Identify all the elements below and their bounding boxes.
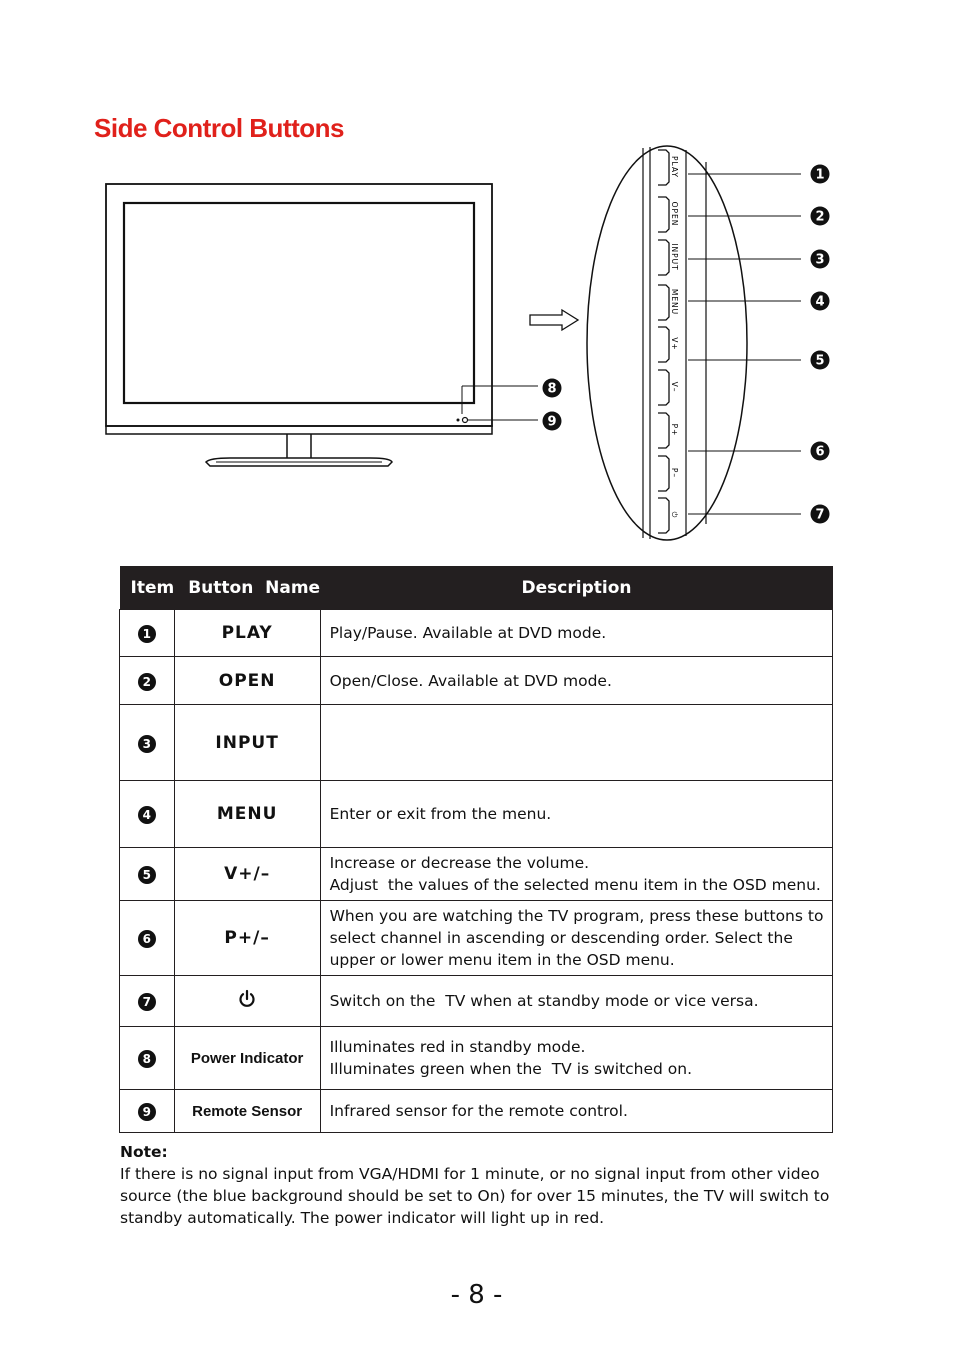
side-button-1 bbox=[658, 150, 679, 185]
svg-text:6: 6 bbox=[815, 444, 825, 460]
callout-2 bbox=[811, 207, 830, 226]
side-button-label: INPUT bbox=[670, 243, 679, 271]
callout-9 bbox=[543, 412, 562, 431]
header-item: Item bbox=[120, 566, 175, 610]
table-row bbox=[120, 1090, 833, 1133]
button-description bbox=[320, 976, 833, 1027]
button-name: PLAY bbox=[174, 610, 320, 657]
button-description bbox=[320, 848, 833, 901]
button-description bbox=[320, 901, 833, 976]
button-name: OPEN bbox=[174, 657, 320, 705]
item-number bbox=[120, 848, 175, 901]
table-row bbox=[120, 705, 833, 781]
button-name: Remote Sensor bbox=[174, 1090, 320, 1133]
table-header-row bbox=[120, 566, 833, 610]
item-number-badge: 4 bbox=[138, 806, 156, 824]
button-description bbox=[320, 657, 833, 705]
side-button-9 bbox=[658, 498, 679, 533]
description-line: upper or lower menu item in the OSD menu. bbox=[329, 951, 675, 969]
callout-1 bbox=[811, 165, 830, 184]
side-button-label: P– bbox=[670, 467, 679, 479]
table-row bbox=[120, 976, 833, 1027]
side-button-label: MENU bbox=[670, 288, 679, 316]
side-control-diagram bbox=[0, 0, 953, 560]
header-button-name: Button Name bbox=[174, 566, 320, 610]
note-title: Note: bbox=[120, 1143, 168, 1161]
item-number bbox=[120, 610, 175, 657]
item-number bbox=[120, 901, 175, 976]
side-button-2 bbox=[658, 197, 679, 232]
item-number-badge: 2 bbox=[138, 673, 156, 691]
button-description bbox=[320, 1027, 833, 1090]
description-line: Enter or exit from the menu. bbox=[329, 805, 552, 823]
svg-text:2: 2 bbox=[815, 209, 825, 225]
side-button-label: ⏻ bbox=[670, 511, 679, 519]
note bbox=[120, 1141, 850, 1229]
svg-text:3: 3 bbox=[815, 252, 825, 268]
button-name: Power Indicator bbox=[174, 1027, 320, 1090]
item-number bbox=[120, 781, 175, 848]
description-line: Play/Pause. Available at DVD mode. bbox=[329, 624, 607, 642]
side-button-label: OPEN bbox=[670, 201, 679, 227]
item-number-badge: 1 bbox=[138, 625, 156, 643]
item-number-badge: 8 bbox=[138, 1050, 156, 1068]
side-button-4 bbox=[658, 285, 679, 320]
callout-8 bbox=[543, 379, 562, 398]
note-text: If there is no signal input from VGA/HDMI for 1 minute, or no signal input from other video source (the blue background should be set to On) for over 15 minutes, the TV will switch to standby automatically. The power indicator will light up in red. bbox=[120, 1165, 830, 1227]
callout-3 bbox=[811, 250, 830, 269]
callout-4 bbox=[811, 292, 830, 311]
item-number bbox=[120, 705, 175, 781]
description-line: Infrared sensor for the remote control. bbox=[329, 1102, 628, 1120]
button-name: INPUT bbox=[174, 705, 320, 781]
arrow-icon bbox=[530, 310, 578, 330]
button-description bbox=[320, 705, 833, 781]
item-number-badge: 6 bbox=[138, 930, 156, 948]
page-title: Side Control Buttons bbox=[94, 113, 344, 143]
callout-5 bbox=[811, 351, 830, 370]
svg-text:1: 1 bbox=[815, 167, 825, 183]
item-number-badge: 9 bbox=[138, 1103, 156, 1121]
svg-text:9: 9 bbox=[547, 414, 557, 430]
description-line: Switch on the TV when at standby mode or vice versa. bbox=[329, 992, 759, 1010]
table-row bbox=[120, 657, 833, 705]
callout-7 bbox=[811, 505, 830, 524]
svg-text:4: 4 bbox=[815, 294, 825, 310]
description-line: Illuminates red in standby mode. bbox=[329, 1038, 586, 1056]
controls-table bbox=[119, 566, 833, 1133]
button-description bbox=[320, 1090, 833, 1133]
callout-6 bbox=[811, 442, 830, 461]
item-number-badge: 3 bbox=[138, 735, 156, 753]
side-button-label: V– bbox=[670, 381, 679, 393]
item-number bbox=[120, 976, 175, 1027]
side-button-8 bbox=[658, 456, 679, 491]
side-panel-zoom bbox=[587, 146, 747, 540]
button-name bbox=[174, 976, 320, 1027]
side-button-label: V+ bbox=[670, 337, 679, 351]
table-row bbox=[120, 848, 833, 901]
header-description: Description bbox=[320, 566, 833, 610]
side-button-label: P+ bbox=[670, 423, 679, 437]
table-row bbox=[120, 610, 833, 657]
side-button-label: PLAY bbox=[670, 155, 679, 179]
item-number bbox=[120, 1027, 175, 1090]
button-description bbox=[320, 610, 833, 657]
table-row bbox=[120, 901, 833, 976]
description-line: Increase or decrease the volume. bbox=[329, 854, 590, 872]
button-name: P+/– bbox=[174, 901, 320, 976]
description-line: Adjust the values of the selected menu item in the OSD menu. bbox=[329, 876, 821, 894]
description-line: Open/Close. Available at DVD mode. bbox=[329, 671, 612, 690]
item-number bbox=[120, 1090, 175, 1133]
table-row bbox=[120, 1027, 833, 1090]
svg-text:8: 8 bbox=[547, 381, 557, 397]
svg-text:7: 7 bbox=[815, 507, 825, 523]
power-icon bbox=[237, 994, 257, 1014]
svg-text:5: 5 bbox=[815, 353, 825, 369]
page-number: - 8 - bbox=[450, 1280, 503, 1310]
description-line: select channel in ascending or descending order. Select the bbox=[329, 929, 793, 947]
side-button-3 bbox=[658, 240, 679, 275]
button-description bbox=[320, 781, 833, 848]
table-row bbox=[120, 781, 833, 848]
item-number-badge: 7 bbox=[138, 993, 156, 1011]
side-button-7 bbox=[658, 413, 679, 448]
side-button-6 bbox=[658, 370, 679, 405]
description-line: Illuminates green when the TV is switched on. bbox=[329, 1060, 693, 1078]
button-name: V+/– bbox=[174, 848, 320, 901]
item-number-badge: 5 bbox=[138, 866, 156, 884]
item-number bbox=[120, 657, 175, 705]
tv-illustration bbox=[106, 184, 538, 466]
description-line: When you are watching the TV program, press these buttons to bbox=[329, 907, 824, 925]
side-button-5 bbox=[658, 327, 679, 362]
button-name: MENU bbox=[174, 781, 320, 848]
